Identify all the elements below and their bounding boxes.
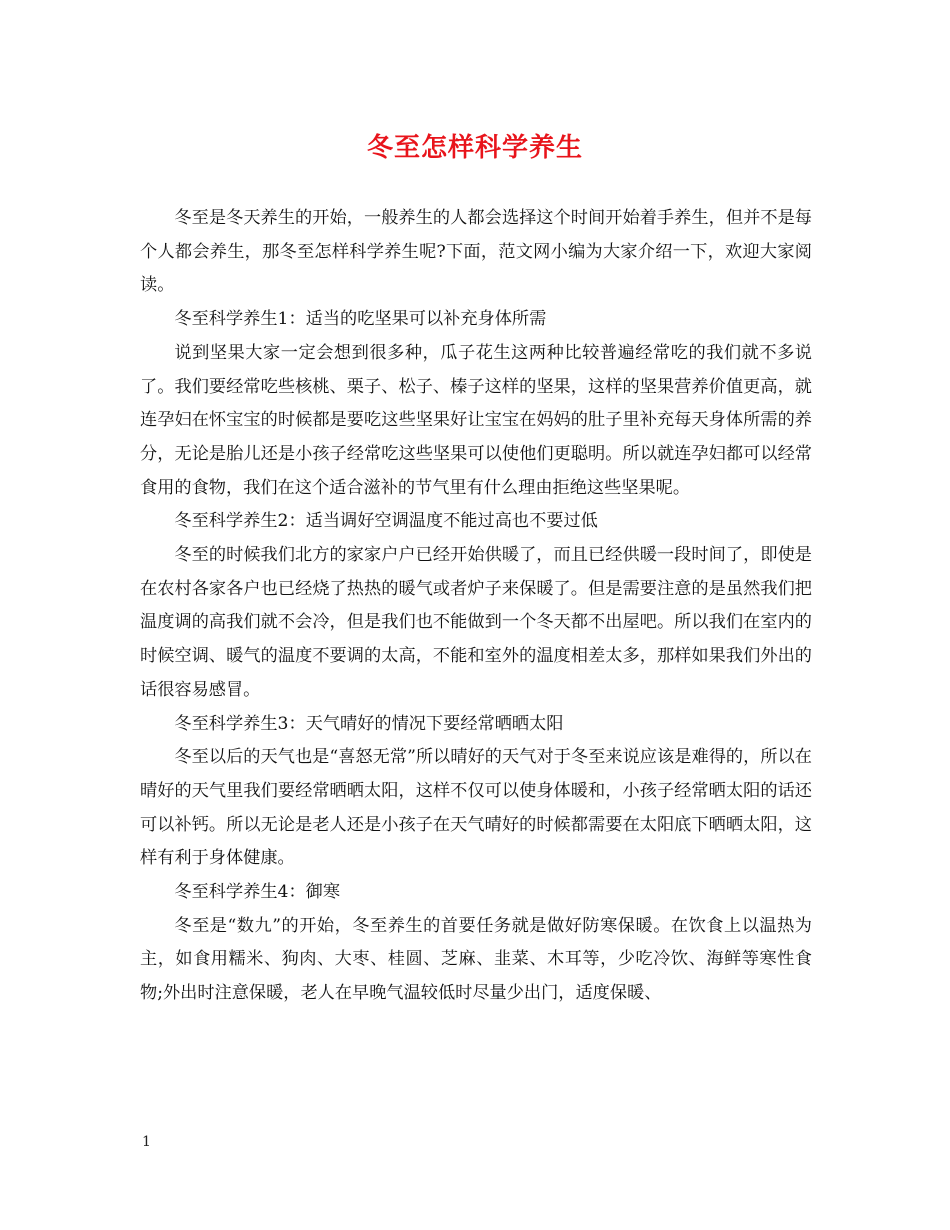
section-heading-1: 冬至科学养生1：适当的吃坚果可以补充身体所需	[174, 309, 547, 330]
paragraph-3: 冬至以后的天气也是“喜怒无常”所以晴好的天气对于冬至来说应该是难得的，所以在晴好的天气里我们要经常晒晒太阳，这样不仅可以使身体暖和，小孩子经常晒太阳的话还可以补钙。所以无论是老人还是小孩子在天气晴好的时候都需要在太阳底下晒晒太阳，这样有利于身体健康。	[140, 747, 812, 869]
paragraph-1: 说到坚果大家一定会想到很多种，瓜子花生这两种比较普遍经常吃的我们就不多说了。我们要经常吃些核桃、栗子、松子、榛子这样的坚果，这样的坚果营养价值更高，就连孕妇在怀宝宝的时候都是要吃这些坚果好让宝宝在妈妈的肚子里补充每天身体所需的养分，无论是胎儿还是小孩子经常吃这些坚果可以使他们更聪明。所以就连孕妇都可以经常食用的食物，我们在这个适合滋补的节气里有什么理由拒绝这些坚果呢。	[140, 342, 812, 498]
section-heading-3: 冬至科学养生3：天气晴好的情况下要经常晒晒太阳	[174, 713, 564, 734]
document-title: 冬至怎样科学养生	[366, 133, 583, 163]
document-body	[140, 202, 812, 1011]
page-number: 1	[142, 1134, 151, 1150]
paragraph-intro: 冬至是冬天养生的开始，一般养生的人都会选择这个时间开始着手养生，但并不是每个人都会养生，那冬至怎样科学养生呢?下面，范文网小编为大家介绍一下，欢迎大家阅读。	[140, 208, 812, 296]
paragraph-4: 冬至是“数九”的开始，冬至养生的首要任务就是做好防寒保暖。在饮食上以温热为主，如食用糯米、狗肉、大枣、桂圆、芝麻、韭菜、木耳等，少吃冷饮、海鲜等寒性食物;外出时注意保暖，老人在早晚气温较低时尽量少出门，适度保暖、	[140, 915, 812, 1004]
paragraph-2: 冬至的时候我们北方的家家户户已经开始供暖了，而且已经供暖一段时间了，即使是在农村各家各户也已经烧了热热的暖气或者炉子来保暖了。但是需要注意的是虽然我们把温度调的高我们就不会冷，但是我们也不能做到一个冬天都不出屋吧。所以我们在室内的时候空调、暖气的温度不要调的太高，不能和室外的温度相差太多，那样如果我们外出的话很容易感冒。	[140, 545, 812, 700]
section-heading-4: 冬至科学养生4：御寒	[174, 882, 341, 903]
section-heading-2: 冬至科学养生2：适当调好空调温度不能过高也不要过低	[174, 511, 598, 532]
